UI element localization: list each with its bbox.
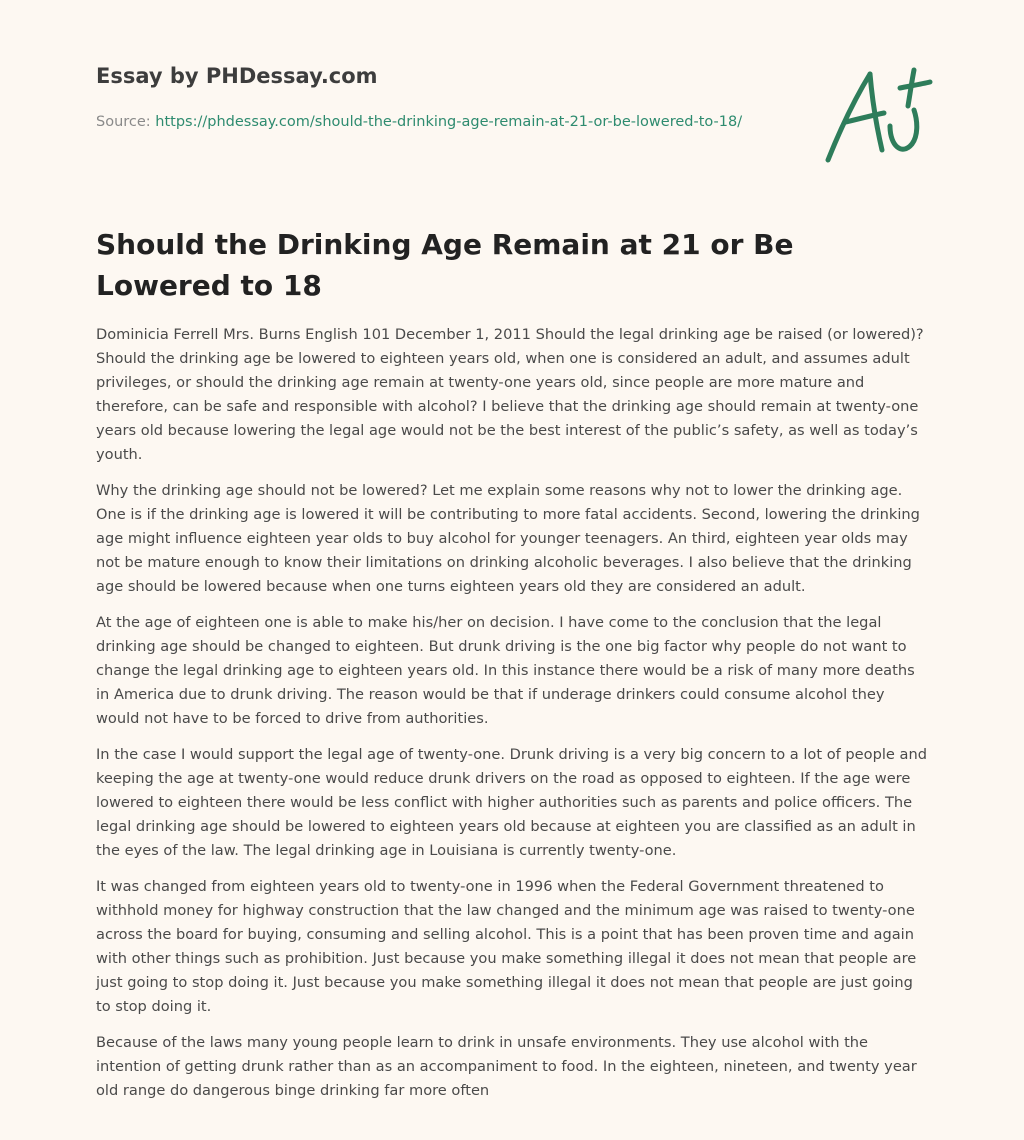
site-brand: Essay by PHDessay.com [96,64,378,88]
essay-paragraph: In the case I would support the legal age of twenty-one. Drunk driving is a very big concern to a lot of people and keeping the age at twenty-one would reduce drunk drivers on the road as opposed to eighteen. If the age were lowered to eighteen there would be less conflict with higher authorities such as parents and police officers. The legal drinking age should be lowered to eighteen years old because at eighteen you are classified as an adult in the eyes of the law. The legal drinking age in Louisiana is currently twenty-one. [96,746,927,859]
essay-paragraph: Why the drinking age should not be lowered? Let me explain some reasons why not to lower the drinking age. One is if the drinking age is lowered it will be contributing to more fatal accidents. Second, lowering the drinking age might influence eighteen year olds to buy alcohol for younger teenagers. An third, eighteen year olds may not be mature enough to know their limitations on drinking alcoholic beverages. I also believe that the drinking age should be lowered because when one turns eighteen years old they are considered an adult. [96,482,920,595]
essay-paragraph: Dominicia Ferrell Mrs. Burns English 101 December 1, 2011 Should the legal drinking age be raised (or lowered)? Should the drinking age be lowered to eighteen years old, when one is considered an adult, and assumes adult privileges, or should the drinking age remain at twenty-one years old, since people are more mature and therefore, can be safe and responsible with alcohol? I believe that the drinking age should remain at twenty-one years old because lowering the legal age would not be the best interest of the public’s safety, as well as today’s youth. [96,326,924,463]
essay-paragraph: Because of the laws many young people learn to drink in unsafe environments. They use alcohol with the intention of getting drunk rather than as an accompaniment to food. In the eighteen, nineteen, and twenty year old range do dangerous binge drinking far more often [96,1034,917,1099]
source-label: Source: [96,114,151,130]
source-line [96,111,756,134]
essay-paragraph: It was changed from eighteen years old to twenty-one in 1996 when the Federal Government threatened to withhold money for highway construction that the law changed and the minimum age was raised to twenty-one across the board for buying, consuming and selling alcohol. This is a point that has been proven time and again with other things such as prohibition. Just because you make something illegal it does not mean that people are just going to stop doing it. Just because you make something illegal it does not mean that people are just going to stop doing it. [96,878,917,1015]
essay-paragraph: At the age of eighteen one is able to make his/her on decision. I have come to the conclusion that the legal drinking age should be changed to eighteen. But drunk driving is the one big factor why people do not want to change the legal drinking age to eighteen years old. In this instance there would be a risk of many more deaths in America due to drunk driving. The reason would be that if underage drinkers could consume alcohol they would not have to be forced to drive from authorities. [96,614,915,727]
source-link[interactable]: https://phdessay.com/should-the-drinking-age-remain-at-21-or-be-lowered-to-18/ [155,114,743,130]
essay-title: Should the Drinking Age Remain at 21 or Be Lowered to 18 [96,228,794,302]
a-plus-logo-icon [818,64,934,168]
essay-body [96,323,928,1115]
